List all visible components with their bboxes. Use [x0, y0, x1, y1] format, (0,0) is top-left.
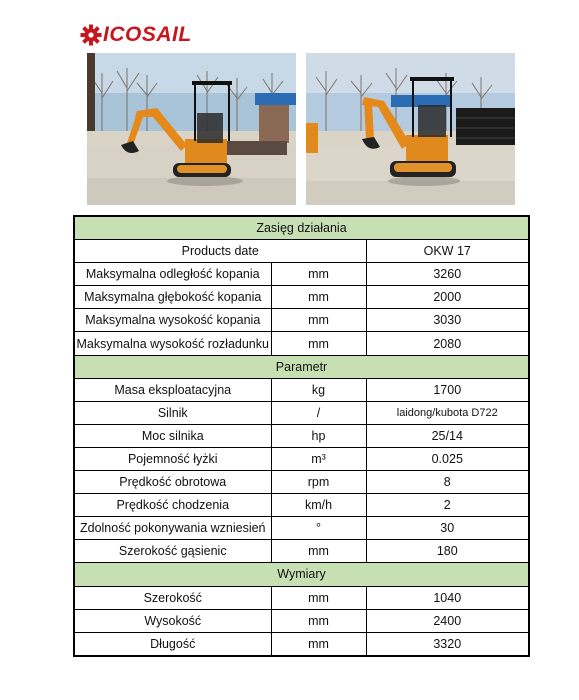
row-value: 0.025: [366, 447, 529, 470]
row-label: Maksymalna odległość kopania: [74, 263, 271, 286]
row-unit: °: [271, 517, 366, 540]
table-row: [74, 378, 529, 401]
table-row: [74, 632, 529, 656]
row-unit: mm: [271, 263, 366, 286]
row-value: 30: [366, 517, 529, 540]
row-label: Szerokość: [74, 586, 271, 609]
excavator-photo-left: [87, 53, 296, 205]
row-unit: hp: [271, 424, 366, 447]
row-value: 2400: [366, 609, 529, 632]
row-unit: mm: [271, 332, 366, 355]
table-row: [74, 540, 529, 563]
row-label: Długość: [74, 632, 271, 656]
row-label: Prędkość chodzenia: [74, 494, 271, 517]
table-row: [74, 586, 529, 609]
row-label: Zdolność pokonywania wzniesień: [74, 517, 271, 540]
row-value: 8: [366, 471, 529, 494]
row-label: Masa eksploatacyjna: [74, 378, 271, 401]
row-label: Prędkość obrotowa: [74, 471, 271, 494]
row-value: OKW 17: [366, 240, 529, 263]
spec-table: [73, 215, 530, 657]
table-row: [74, 517, 529, 540]
row-value: 3320: [366, 632, 529, 656]
brand-logo: [80, 22, 192, 48]
section-header: [74, 355, 529, 378]
section-title: Wymiary: [74, 563, 529, 586]
row-value: 25/14: [366, 424, 529, 447]
row-value: 1700: [366, 378, 529, 401]
row-label: Pojemność łyżki: [74, 447, 271, 470]
row-label: Wysokość: [74, 609, 271, 632]
table-row: [74, 424, 529, 447]
section-title: Zasięg działania: [74, 216, 529, 240]
table-row: [74, 494, 529, 517]
row-label: Products date: [74, 240, 366, 263]
table-row: [74, 240, 529, 263]
row-unit: mm: [271, 609, 366, 632]
row-unit: mm: [271, 586, 366, 609]
table-row: [74, 447, 529, 470]
row-label: Maksymalna głębokość kopania: [74, 286, 271, 309]
logo-text: ICOSAIL: [103, 23, 192, 46]
table-row: [74, 471, 529, 494]
table-row: [74, 309, 529, 332]
table-row: [74, 401, 529, 424]
row-value: 1040: [366, 586, 529, 609]
row-label: Moc silnika: [74, 424, 271, 447]
row-label: Szerokość gąsienic: [74, 540, 271, 563]
row-unit: mm: [271, 286, 366, 309]
table-row: [74, 332, 529, 355]
table-row: [74, 263, 529, 286]
row-unit: kg: [271, 378, 366, 401]
section-header: [74, 563, 529, 586]
row-value: 2: [366, 494, 529, 517]
row-unit: rpm: [271, 471, 366, 494]
excavator-photo-right: [306, 53, 515, 205]
row-value: 2080: [366, 332, 529, 355]
row-value: 2000: [366, 286, 529, 309]
row-unit: /: [271, 401, 366, 424]
table-row: [74, 286, 529, 309]
row-unit: m³: [271, 447, 366, 470]
row-value: 180: [366, 540, 529, 563]
gear-logo-icon: [80, 24, 102, 46]
row-label: Maksymalna wysokość kopania: [74, 309, 271, 332]
row-unit: mm: [271, 309, 366, 332]
table-row: [74, 609, 529, 632]
row-value: laidong/kubota D722: [366, 401, 529, 424]
row-label: Maksymalna wysokość rozładunku: [74, 332, 271, 355]
row-unit: mm: [271, 540, 366, 563]
row-value: 3030: [366, 309, 529, 332]
row-value: 3260: [366, 263, 529, 286]
section-header: [74, 216, 529, 240]
row-unit: km/h: [271, 494, 366, 517]
row-unit: mm: [271, 632, 366, 656]
section-title: Parametr: [74, 355, 529, 378]
row-label: Silnik: [74, 401, 271, 424]
